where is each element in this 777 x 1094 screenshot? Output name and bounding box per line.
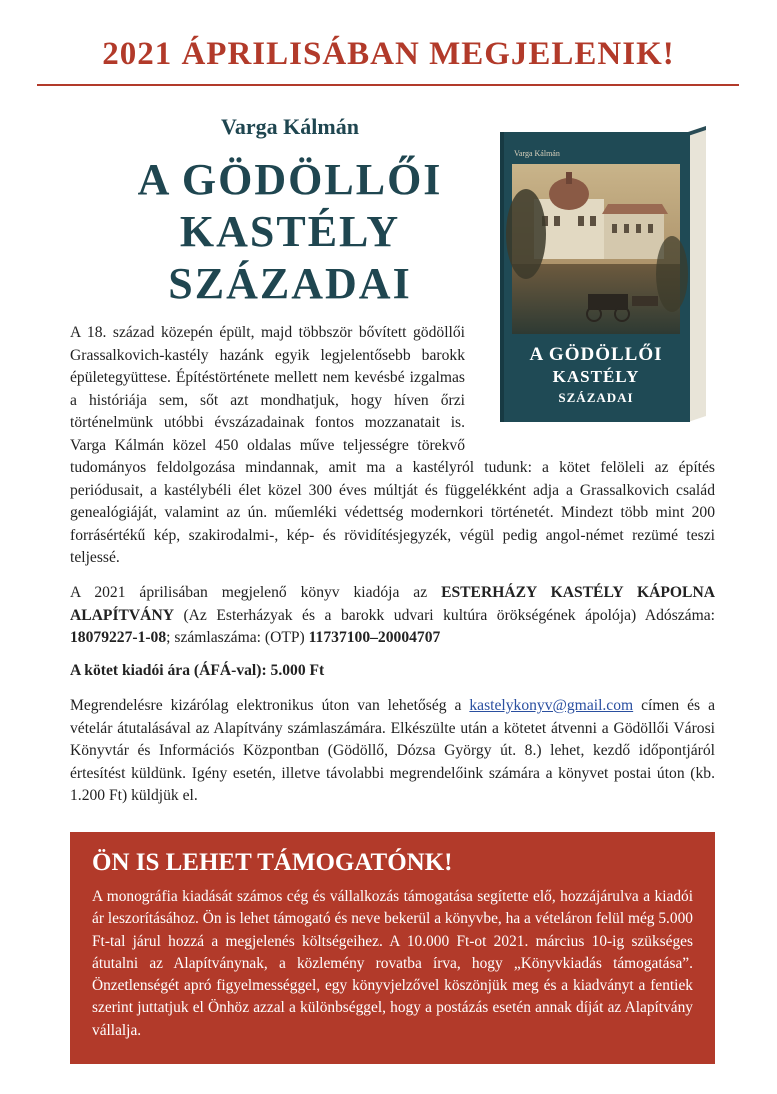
account-number: 11737100–20004707 (308, 629, 441, 646)
support-title: ÖN IS LEHET TÁMOGATÓNK! (92, 849, 453, 876)
account-label: ; számlaszáma: (OTP) (166, 629, 309, 646)
publisher-paragraph (70, 582, 715, 650)
intro-paragraph: A 18. század közepén épült, majd többször bővített gödöllői Grassalkovich-kastély hazánk egyik legjelentősebb barokk épületegyüttese. Építéstörténete mellett nem kevésbé izgalmas a históriája sem, sőt azt mondhatjuk, hogy híven őrzi történelmünk utóbbi évszázadainak fontos mozzanatait is. Varga Kálmán közel 450 oldalas műve teljességre törekvő tudományos feldolgozása mindannak, amit ma a kastélyról tudunk: a kötet felöleli az építés periódusait, a kastélybéli élet közel 300 éves múltját és függelékként adja a Grassalkovich család genealógiáját, valamint az ún. műemléki védettség modernkori történetét. Mindezt több mint 200 forrásértékű kép, szakirodalmi-, kép- és rövidítésjegyzék, végül pedig angol-német rezümé teszi teljessé. (70, 324, 715, 566)
support-text: A monográfia kiadását számos cég és vállalkozás támogatása segítette elő, hozzájárulva a kiadói ár leszorításához. Ön is lehet támogató és neve bekerül a könyvbe, ha a vételáron felül még 5.000 Ft-tal járul hozzá a megjelenés költségeihez. A 10.000 Ft-ot 2021. március 10-ig szükséges átutalni az Alapítványnak, a közlemény rovatba írva, hogy „Könyvkiadás támogatása”. Önzetlenségét apró figyelmességgel, egy könyvjelzővel köszönjük meg és a kiadványt a fentiek szerint juttatjuk el Önhöz azzal a különbséggel, hogy a postázás esetén annak díját az Alapítvány vállalja. (92, 888, 693, 1039)
support-box (70, 832, 715, 1064)
tax-number: 18079227-1-08 (70, 629, 167, 646)
book-author: Varga Kálmán (221, 114, 359, 139)
cover-title-line-1: A GÖDÖLLŐI (529, 344, 663, 365)
cover-title-line-2: KASTÉLY (552, 367, 640, 386)
order-intro-text: Megrendelésre kizárólag elektronikus úton van lehetőség a (70, 697, 470, 714)
publisher-name: ESTERHÁZY KASTÉLY KÁPOLNA ALAPÍTVÁNY (70, 584, 715, 624)
publisher-intro-text: A 2021 áprilisában megjelenő könyv kiadója az (70, 584, 442, 601)
book-title-line-1: A GÖDÖLLŐI (137, 155, 443, 204)
headline-divider (37, 84, 739, 86)
price-line: A kötet kiadói ára (ÁFÁ-val): 5.000 Ft (70, 662, 325, 679)
book-title-line-2: KASTÉLY (179, 207, 401, 256)
headline: 2021 ÁPRILISÁBAN MEGJELENIK! (102, 36, 675, 72)
cover-author: Varga Kálmán (514, 149, 560, 158)
order-details-text: címen és a vételár átutalásával az Alapítvány számlaszámára. Elkészülte után a kötetet átvenni a Gödöllői Városi Könyvtár és Információs Központban (Gödöllő, Dózsa György út. 8.) lehet, kezdő időpontjáról értesítést küldünk. Igény esetén, illetve távolabbi megrendelőink számára a könyvet postai úton (kb. 1.200 Ft) küldjük el. (70, 697, 715, 804)
cover-wrap-spacer (465, 322, 715, 457)
publisher-description: (Az Esterházyak és a barokk udvari kultúra örökségének ápolója) Adószáma: (173, 606, 715, 624)
book-title (70, 154, 510, 310)
book-title-line-3: SZÁZADAI (168, 259, 412, 308)
order-paragraph (70, 695, 715, 808)
order-email-link[interactable]: kastelykonyv@gmail.com (469, 697, 634, 714)
cover-title-line-3: SZÁZADAI (558, 390, 634, 405)
intro-paragraph-block (70, 322, 715, 570)
